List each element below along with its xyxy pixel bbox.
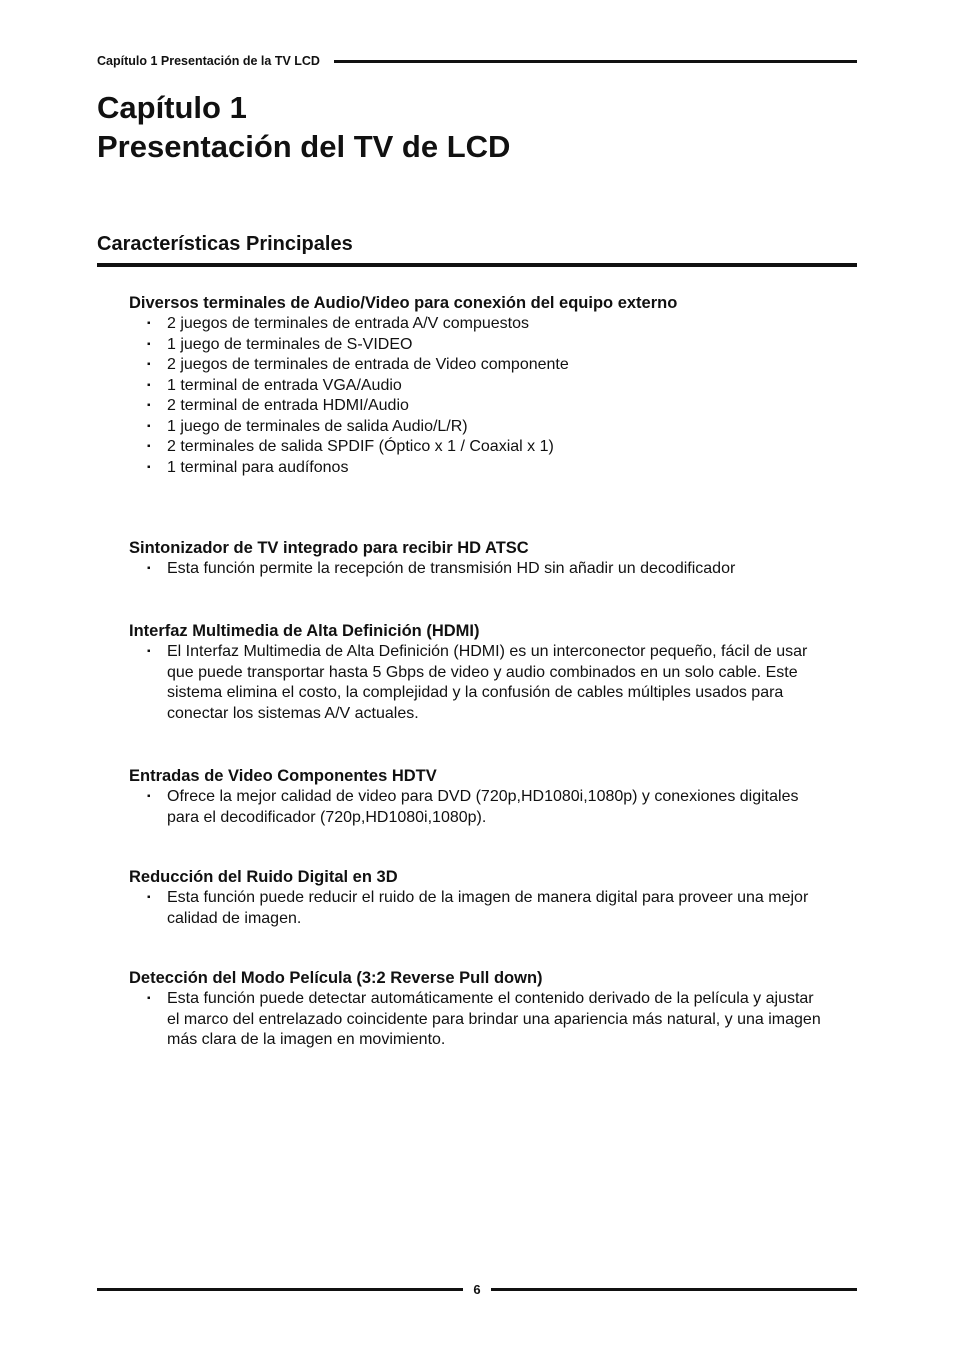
page-number: 6 (473, 1281, 481, 1297)
feature-title: Reducción del Ruido Digital en 3D (129, 868, 398, 886)
bullet-text: 1 juego de terminales de salida Audio/L/R) (167, 417, 468, 435)
page-footer (97, 1279, 857, 1299)
list-item (129, 437, 829, 458)
bullet-marker: ▪ (147, 646, 151, 657)
feature-av-terminals (129, 293, 829, 478)
bullet-text: 2 terminal de entrada HDMI/Audio (167, 397, 409, 414)
bullet-marker: ▪ (147, 892, 151, 903)
bullet-list (129, 888, 829, 929)
header-rule (334, 60, 857, 63)
bullet-text: 2 juegos de terminales de entrada A/V compuestos (167, 315, 529, 332)
bullet-text: Esta función permite la recepción de transmisión HD sin añadir un decodificador (167, 560, 736, 577)
bullet-list (129, 989, 829, 1051)
bullet-marker: ▪ (147, 563, 151, 574)
bullet-marker: ▪ (147, 338, 151, 350)
feature-component-video (129, 766, 829, 828)
footer-rule-left (97, 1288, 463, 1291)
list-item (129, 642, 829, 724)
bullet-text: 2 juegos de terminales de entrada de Video componente (167, 356, 569, 373)
bullet-marker: ▪ (147, 318, 151, 329)
footer-rule-right (491, 1288, 857, 1291)
list-item (129, 376, 829, 397)
bullet-marker: ▪ (147, 379, 151, 391)
list-item (129, 335, 829, 356)
chapter-title-line-1: Capítulo 1 (97, 90, 247, 125)
feature-title: Entradas de Video Componentes HDTV (129, 767, 437, 785)
list-item (129, 888, 829, 929)
section-heading: Características Principales (97, 231, 857, 267)
bullet-marker: ▪ (147, 400, 151, 411)
bullet-text: Ofrece la mejor calidad de video para DVD (720p,HD1080i,1080p) y conexiones digitales para el decodificador (720p,HD1080i,1080p). (167, 788, 799, 826)
bullet-list (129, 642, 829, 724)
bullet-text: Esta función puede detectar automáticamente el contenido derivado de la película y ajustar el marco del entrelazado coincidente para brindar una apariencia más natural, y una imagen más clara de la imagen en movimiento. (167, 990, 821, 1048)
running-header (97, 52, 857, 70)
list-item (129, 417, 829, 438)
bullet-marker: ▪ (147, 359, 151, 370)
list-item (129, 989, 829, 1051)
feature-title: Sintonizador de TV integrado para recibir HD ATSC (129, 539, 529, 557)
bullet-marker: ▪ (147, 461, 151, 473)
chapter-title (97, 88, 510, 166)
feature-film-mode-detection (129, 968, 829, 1051)
bullet-list (129, 559, 829, 580)
feature-hd-tuner (129, 538, 829, 580)
feature-3d-noise-reduction (129, 867, 829, 929)
bullet-marker: ▪ (147, 791, 151, 802)
list-item (129, 355, 829, 376)
bullet-marker: ▪ (147, 993, 151, 1004)
bullet-text: Esta función puede reducir el ruido de la imagen de manera digital para proveer una mejor calidad de imagen. (167, 889, 809, 927)
bullet-text: 1 juego de terminales de S-VIDEO (167, 335, 413, 353)
bullet-marker: ▪ (147, 420, 151, 432)
running-header-title: Capítulo 1 Presentación de la TV LCD (97, 54, 320, 68)
bullet-text: 1 terminal para audífonos (167, 458, 349, 476)
list-item (129, 314, 829, 335)
feature-title: Interfaz Multimedia de Alta Definición (HDMI) (129, 622, 480, 640)
chapter-title-line-2: Presentación del TV de LCD (97, 129, 511, 164)
bullet-text: 2 terminales de salida SPDIF (Óptico x 1 / Coaxial x 1) (167, 438, 554, 455)
bullet-text: El Interfaz Multimedia de Alta Definición (HDMI) es un interconector pequeño, fácil de usar que puede transportar hasta 5 Gbps de video y audio combinados en un solo cable. Este sistema elimina el costo, la complejidad y la confusión de cables múltiples usados para conectar los sistemas A/V actuales. (167, 643, 808, 722)
list-item (129, 458, 829, 479)
list-item (129, 559, 829, 580)
bullet-list (129, 787, 829, 828)
bullet-text: 1 terminal de entrada VGA/Audio (167, 376, 402, 394)
feature-title: Detección del Modo Película (3:2 Reverse Pull down) (129, 969, 543, 987)
bullet-marker: ▪ (147, 441, 151, 452)
bullet-list (129, 314, 829, 478)
feature-hdmi (129, 621, 829, 724)
feature-title: Diversos terminales de Audio/Video para conexión del equipo externo (129, 294, 678, 312)
list-item (129, 396, 829, 417)
list-item (129, 787, 829, 828)
